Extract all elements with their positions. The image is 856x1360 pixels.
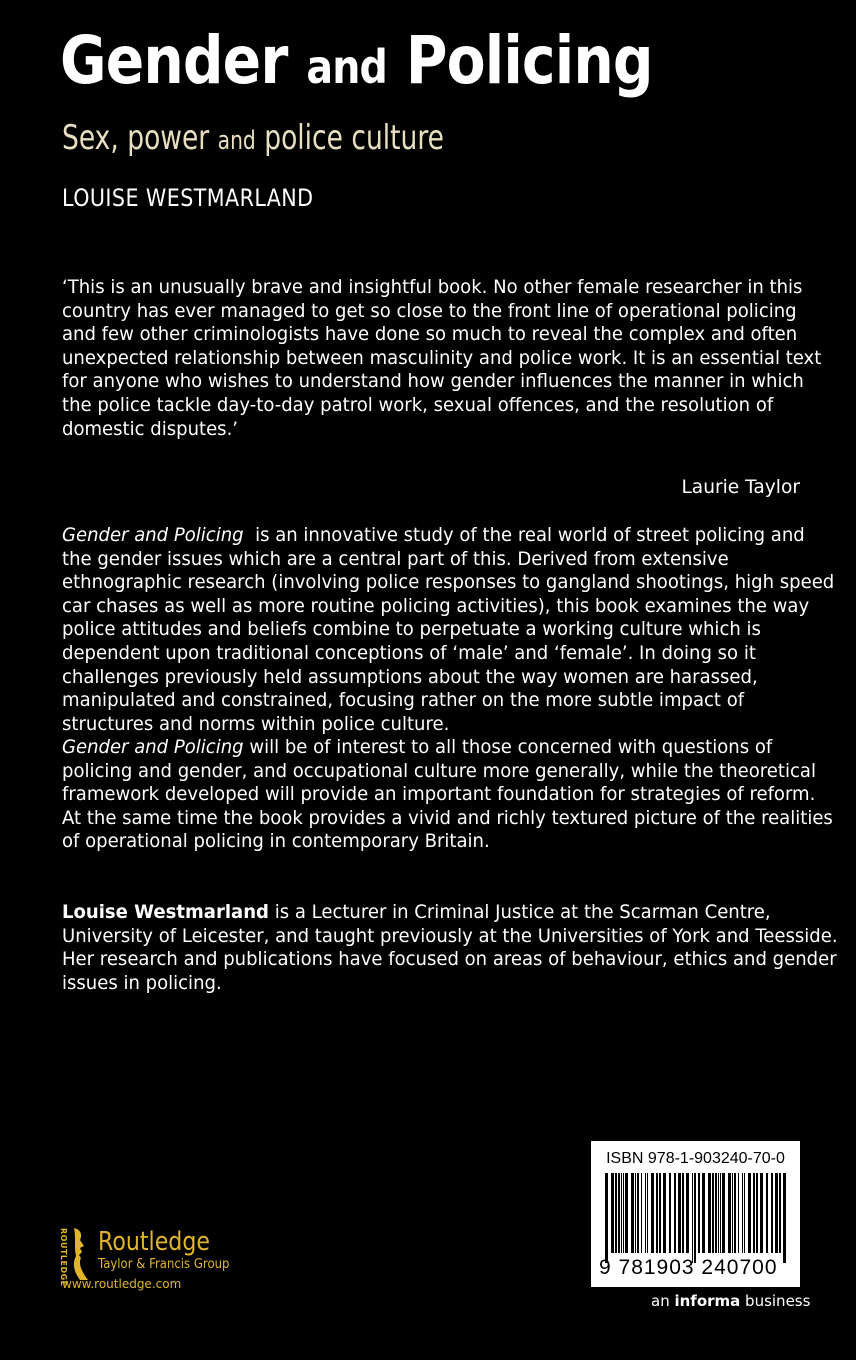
quote-attribution: Laurie Taylor bbox=[681, 477, 800, 498]
paragraph-line: issues in policing. bbox=[62, 972, 222, 994]
emphasis-text: Gender and Policing bbox=[62, 737, 244, 758]
barcode-bar bbox=[760, 1173, 763, 1253]
barcode-bar bbox=[674, 1173, 676, 1253]
subtitle-part: Sex, power bbox=[62, 118, 210, 158]
barcode-bar bbox=[712, 1173, 714, 1253]
paragraph-line: dependent upon traditional conceptions of ‘male’ and ‘female’. In doing so it bbox=[62, 642, 756, 664]
barcode-bar bbox=[694, 1173, 696, 1263]
description-paragraph-1 bbox=[62, 524, 856, 736]
barcode-bar bbox=[656, 1173, 658, 1253]
barcode-bar bbox=[718, 1173, 719, 1253]
tagline-text: an bbox=[651, 1292, 675, 1310]
emphasis-text: Louise Westmarland bbox=[62, 902, 269, 923]
endorsement-quote bbox=[62, 276, 845, 441]
publisher-name: Routledge bbox=[98, 1227, 210, 1257]
subtitle-part: and bbox=[217, 126, 256, 156]
barcode-bar bbox=[645, 1173, 646, 1253]
barcode-bar bbox=[702, 1173, 705, 1253]
barcode-bar bbox=[651, 1173, 654, 1253]
paragraph-line: structures and norms within police culture. bbox=[62, 713, 450, 735]
informa-tagline bbox=[651, 1292, 810, 1310]
line-text: is a Lecturer in Criminal Justice at the Scarman Centre, bbox=[268, 902, 771, 923]
logo-vertical-text: ROUTLEDGE bbox=[59, 1228, 68, 1287]
paragraph-line: of operational policing in contemporary Britain. bbox=[62, 831, 490, 853]
quote-line: and few other criminologists have done so much to reveal the complex and often bbox=[62, 324, 798, 346]
paragraph-line: car chases as well as more routine policing activities), this book examines the way bbox=[62, 595, 810, 617]
barcode-bar bbox=[621, 1173, 622, 1253]
emphasis-text: Gender and Policing bbox=[62, 525, 244, 546]
line-text: will be of interest to all those concerned with questions of bbox=[243, 737, 773, 758]
barcode-bar bbox=[766, 1173, 768, 1253]
barcode-bar bbox=[659, 1173, 661, 1253]
isbn-barcode bbox=[591, 1141, 800, 1287]
paragraph-line bbox=[62, 901, 838, 925]
paragraph-line: manipulated and constrained, focusing rather on the more subtle impact of bbox=[62, 690, 745, 712]
barcode-bar bbox=[753, 1173, 755, 1253]
barcode-bar bbox=[748, 1173, 751, 1253]
book-subtitle bbox=[62, 118, 444, 158]
barcode-bar bbox=[641, 1173, 642, 1253]
title-word: Gender bbox=[60, 22, 288, 99]
barcode-bar bbox=[682, 1173, 684, 1253]
profile-face-icon bbox=[70, 1228, 90, 1280]
barcode-bar bbox=[669, 1173, 671, 1253]
barcode-bar bbox=[720, 1173, 721, 1253]
paragraph-line: ethnographic research (involving police responses to gangland shootings, high speed bbox=[62, 572, 835, 594]
barcode-bar bbox=[756, 1173, 758, 1253]
barcode-bar bbox=[625, 1173, 628, 1253]
quote-line: ‘This is an unusually brave and insightful book. No other female researcher in this bbox=[62, 277, 803, 298]
isbn-text: ISBN 978-1-903240-70-0 bbox=[606, 1150, 785, 1167]
book-title bbox=[60, 22, 653, 99]
barcode-digits: 9 781903 240700 bbox=[599, 1256, 778, 1279]
paragraph-line bbox=[62, 736, 833, 760]
tagline-text: business bbox=[740, 1292, 811, 1310]
quote-line: country has ever managed to get so close to the front line of operational policing bbox=[62, 300, 797, 322]
barcode-bar bbox=[708, 1173, 711, 1253]
subtitle-part: police culture bbox=[264, 118, 444, 158]
quote-line: for anyone who wishes to understand how gender influences the manner in which bbox=[62, 371, 804, 393]
title-word: Policing bbox=[405, 22, 653, 99]
paragraph-line: Her research and publications have focused on areas of behaviour, ethics and gender bbox=[62, 949, 837, 971]
publisher-url: www.routledge.com bbox=[62, 1277, 182, 1291]
barcode-bar bbox=[734, 1173, 736, 1253]
barcode-bar bbox=[742, 1173, 743, 1253]
barcode-bar bbox=[678, 1173, 681, 1253]
barcode-bar bbox=[663, 1173, 666, 1253]
author-bio bbox=[62, 901, 856, 995]
barcode-bar bbox=[611, 1173, 614, 1253]
barcode-bar bbox=[605, 1173, 608, 1263]
barcode-bar bbox=[637, 1173, 639, 1253]
paragraph-line: the gender issues which are a central part of this. Derived from extensive bbox=[62, 548, 729, 570]
barcode-bar bbox=[775, 1173, 778, 1253]
barcode-bar bbox=[715, 1173, 717, 1253]
barcode-bar bbox=[635, 1173, 636, 1253]
barcode-bar bbox=[744, 1173, 745, 1253]
barcode-bar bbox=[698, 1173, 700, 1253]
barcode-bar bbox=[631, 1173, 634, 1253]
barcode-bars bbox=[603, 1173, 789, 1263]
publisher-group: Taylor & Francis Group bbox=[98, 1257, 230, 1272]
barcode-bar bbox=[779, 1173, 781, 1253]
paragraph-line bbox=[62, 524, 834, 548]
barcode-bar bbox=[618, 1173, 620, 1253]
paragraph-line: At the same time the book provides a vivid and richly textured picture of the realities bbox=[62, 807, 833, 829]
paragraph-line: challenges previously held assumptions about the way women are harassed, bbox=[62, 666, 758, 688]
quote-line: unexpected relationship between masculinity and police work. It is an essential text bbox=[62, 347, 822, 369]
quote-line: the police tackle day-to-day patrol work, sexual offences, and the resolution of bbox=[62, 394, 774, 416]
barcode-bar bbox=[771, 1173, 773, 1253]
barcode-bar bbox=[728, 1173, 731, 1253]
barcode-bar bbox=[615, 1173, 617, 1253]
paragraph-line: policing and gender, and occupational culture more generally, while the theoretical bbox=[62, 760, 816, 782]
barcode-bar bbox=[647, 1173, 648, 1253]
barcode-bar bbox=[692, 1173, 693, 1263]
description-paragraph-2 bbox=[62, 736, 856, 854]
paragraph-line: police attitudes and beliefs combine to perpetuate a working culture which is bbox=[62, 619, 761, 641]
barcode-bar bbox=[623, 1173, 624, 1253]
tagline-brand: informa bbox=[674, 1292, 741, 1310]
barcode-bar bbox=[722, 1173, 725, 1253]
barcode-bar bbox=[686, 1173, 689, 1253]
barcode-bar bbox=[732, 1173, 733, 1253]
author-name: LOUISE WESTMARLAND bbox=[62, 184, 314, 212]
barcode-bar bbox=[783, 1173, 786, 1263]
paragraph-line: framework developed will provide an important foundation for strategies of reform. bbox=[62, 784, 816, 806]
line-text: is an innovative study of the real world of street policing and bbox=[243, 525, 805, 546]
quote-line: domestic disputes.’ bbox=[62, 418, 239, 440]
title-word: and bbox=[306, 40, 387, 94]
paragraph-line: University of Leicester, and taught previously at the Universities of York and Teesside. bbox=[62, 925, 838, 947]
barcode-bar bbox=[738, 1173, 739, 1253]
